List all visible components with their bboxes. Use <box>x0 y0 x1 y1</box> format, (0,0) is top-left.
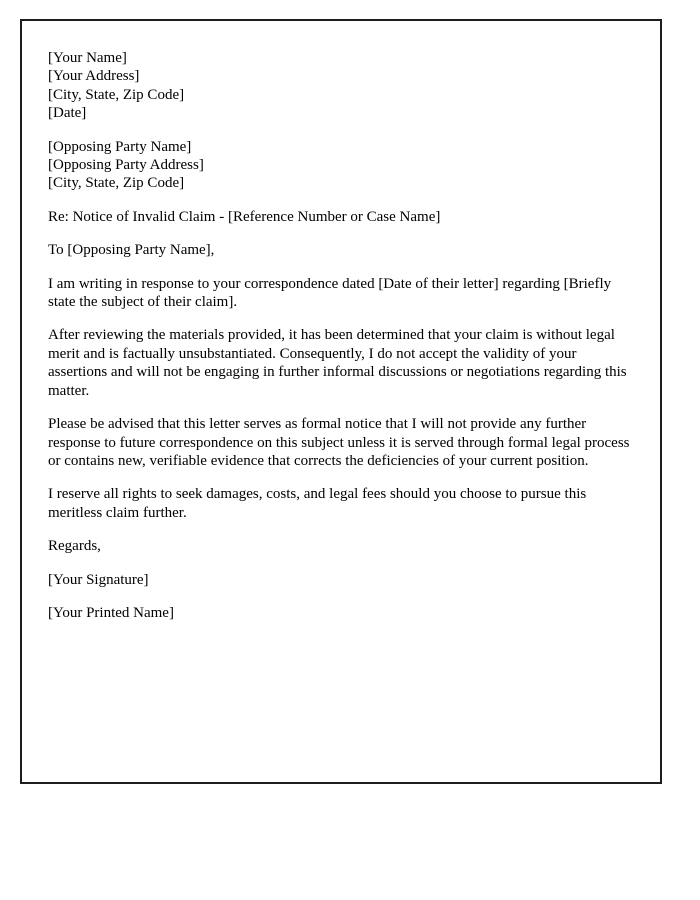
sender-address: [Your Address] <box>48 68 140 85</box>
letter-page <box>20 19 662 784</box>
subject-line: Re: Notice of Invalid Claim - [Reference Number or Case Name] <box>48 208 441 225</box>
body-paragraph: I reserve all rights to seek damages, costs, and legal fees should you choose to pursue this meritless claim further. <box>48 486 587 521</box>
body-paragraph: I am writing in response to your correspondence dated [Date of their letter] regarding [Briefly state the subject of their claim]. <box>48 275 612 311</box>
recipient-block <box>48 138 634 193</box>
salutation: To [Opposing Party Name], <box>48 242 215 259</box>
sender-name: [Your Name] <box>48 50 127 66</box>
printed-name-placeholder: [Your Printed Name] <box>48 604 174 621</box>
closing: Regards, <box>48 538 101 555</box>
sender-block <box>48 49 634 123</box>
recipient-city-state-zip: [City, State, Zip Code] <box>48 175 185 192</box>
body-paragraph: Please be advised that this letter serves as formal notice that I will not provide any further response to future correspondence on this subject unless it is served through formal legal process or contains new, verifiable evidence that corrects the deficiencies of your current position. <box>48 416 630 469</box>
letter-date: [Date] <box>48 105 87 122</box>
sender-city-state-zip: [City, State, Zip Code] <box>48 86 185 103</box>
signature-placeholder: [Your Signature] <box>48 571 149 588</box>
recipient-address: [Opposing Party Address] <box>48 157 204 174</box>
body-paragraph: After reviewing the materials provided, it has been determined that your claim is without legal merit and is factually unsubstantiated. Consequently, I do not accept the validity of your assertions and will not be engaging in further informal discussions or negotiations regarding this matter. <box>48 327 627 399</box>
letter-body <box>48 49 634 622</box>
recipient-name: [Opposing Party Name] <box>48 138 192 155</box>
